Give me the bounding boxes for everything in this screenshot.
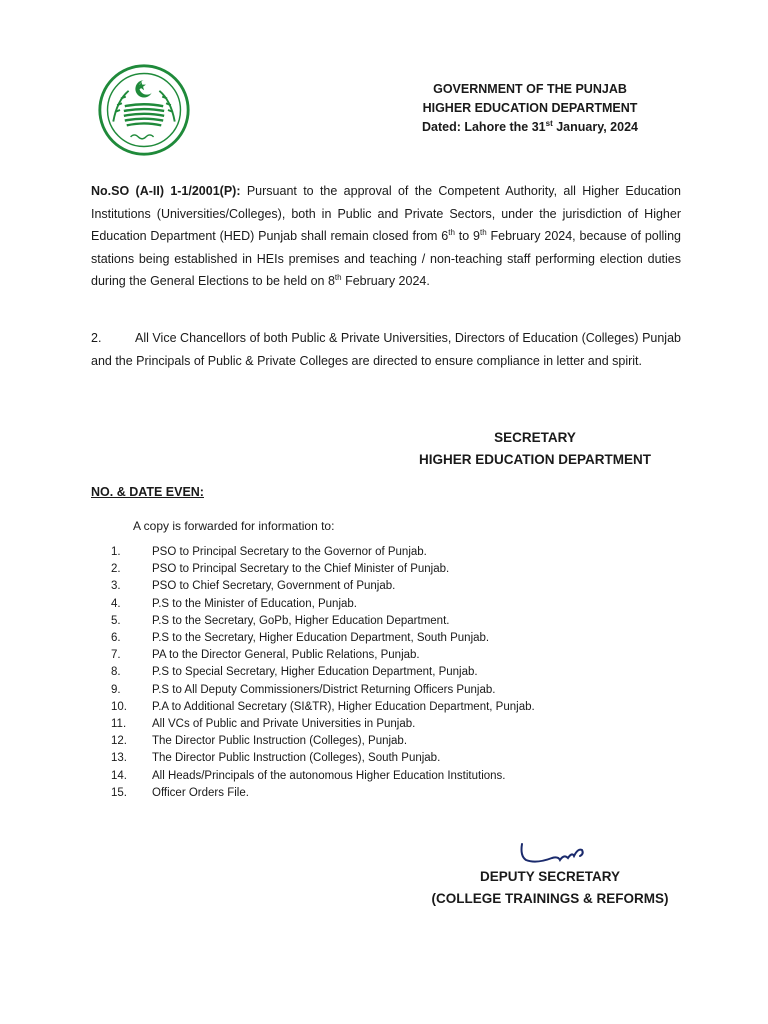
list-item [111, 630, 535, 647]
list-item [111, 768, 535, 785]
list-item-number: 6. [111, 632, 121, 645]
list-item [111, 716, 535, 733]
list-item [111, 647, 535, 664]
list-item-number: 2. [111, 563, 121, 576]
list-item-text: All Heads/Principals of the autonomous Higher Education Institutions. [152, 769, 506, 782]
dated-line: Dated: Lahore the 31st January, 2024 [421, 118, 638, 134]
list-item-text: All VCs of Public and Private Universities in Punjab. [152, 718, 416, 731]
list-item-text: PSO to Chief Secretary, Government of Punjab. [152, 580, 396, 593]
reference-number: No.SO (A-II) 1-1/2001(P): [91, 184, 241, 198]
copy-forwarded-intro: A copy is forwarded for information to: [133, 519, 335, 533]
list-item-text: PSO to Principal Secretary to the Chief Minister of Punjab. [152, 563, 450, 576]
list-item [111, 785, 535, 802]
list-item [111, 578, 535, 595]
list-item-number: 13. [111, 752, 127, 765]
list-item-number: 4. [111, 597, 121, 610]
list-item-text: P.S to the Minister of Education, Punjab. [152, 597, 357, 610]
list-item-number: 1. [111, 546, 121, 558]
punjab-emblem-logo [96, 62, 192, 158]
list-item-number: 9. [111, 683, 121, 696]
list-item-text: Officer Orders File. [152, 786, 249, 799]
list-item [111, 596, 535, 613]
list-item-number: 7. [111, 649, 121, 662]
list-item [111, 544, 535, 561]
list-item-number: 11. [111, 718, 127, 731]
govt-title: GOVERNMENT OF THE PUNJAB [433, 82, 627, 96]
list-item [111, 750, 535, 767]
list-item [111, 664, 535, 681]
deputy-secretary-designation: DEPUTY SECRETARY (COLLEGE TRAININGS & REFORMS) [431, 869, 669, 906]
list-item-number: 10. [111, 700, 127, 713]
list-item-text: P.S to the Secretary, GoPb, Higher Education Department. [152, 614, 450, 627]
list-item [111, 682, 535, 699]
list-item-text: The Director Public Instruction (Colleges), Punjab. [152, 735, 408, 748]
list-item-number: 3. [111, 580, 121, 593]
list-item-number: 8. [111, 666, 121, 679]
list-item-text: The Director Public Instruction (Colleges), South Punjab. [152, 752, 441, 765]
paragraph-number: 2. [91, 331, 102, 345]
list-item [111, 561, 535, 578]
list-item-text: P.S to the Secretary, Higher Education Department, South Punjab. [152, 632, 490, 645]
list-item-text: P.S to All Deputy Commissioners/District Returning Officers Punjab. [152, 683, 496, 696]
list-item [111, 733, 535, 750]
copy-recipient-list [111, 544, 535, 802]
list-item [111, 699, 535, 716]
notification-paragraph: No.SO (A-II) 1-1/2001(P): Pursuant to the approval of the Competent Authority, all Higher Education Institutions (Universities/Colleges), both in Public and Private Sectors, under the jurisdiction of Higher Education Department (HED) Punjab shall remain closed from 6th to 9th February 2024, because of polling stations being established in HEIs premises and teaching / non-teaching staff performing election duties during the General Elections to be held on 8th February 2024. [91, 184, 681, 288]
list-item-number: 14. [111, 769, 127, 782]
dept-title: HIGHER EDUCATION DEPARTMENT [422, 101, 638, 115]
list-item-text: P.A to Additional Secretary (SI&TR), Higher Education Department, Punjab. [152, 700, 535, 713]
no-date-even-heading: NO. & DATE EVEN: [91, 485, 204, 499]
list-item-number: 5. [111, 614, 121, 627]
list-item [111, 613, 535, 630]
compliance-paragraph: 2. All Vice Chancellors of both Public & Private Universities, Directors of Education (Colleges) Punjab and the Principals of Public & Private Colleges are directed to ensure compliance in letter and spirit. [91, 327, 681, 372]
list-item-text: PSO to Principal Secretary to the Governor of Punjab. [152, 546, 427, 558]
list-item-number: 15. [111, 786, 127, 799]
list-item-text: PA to the Director General, Public Relations, Punjab. [152, 649, 420, 662]
secretary-designation: SECRETARY HIGHER EDUCATION DEPARTMENT [419, 430, 651, 467]
list-item-number: 12. [111, 735, 127, 748]
list-item-text: P.S to Special Secretary, Higher Education Department, Punjab. [152, 666, 478, 679]
letter-header [380, 80, 680, 137]
